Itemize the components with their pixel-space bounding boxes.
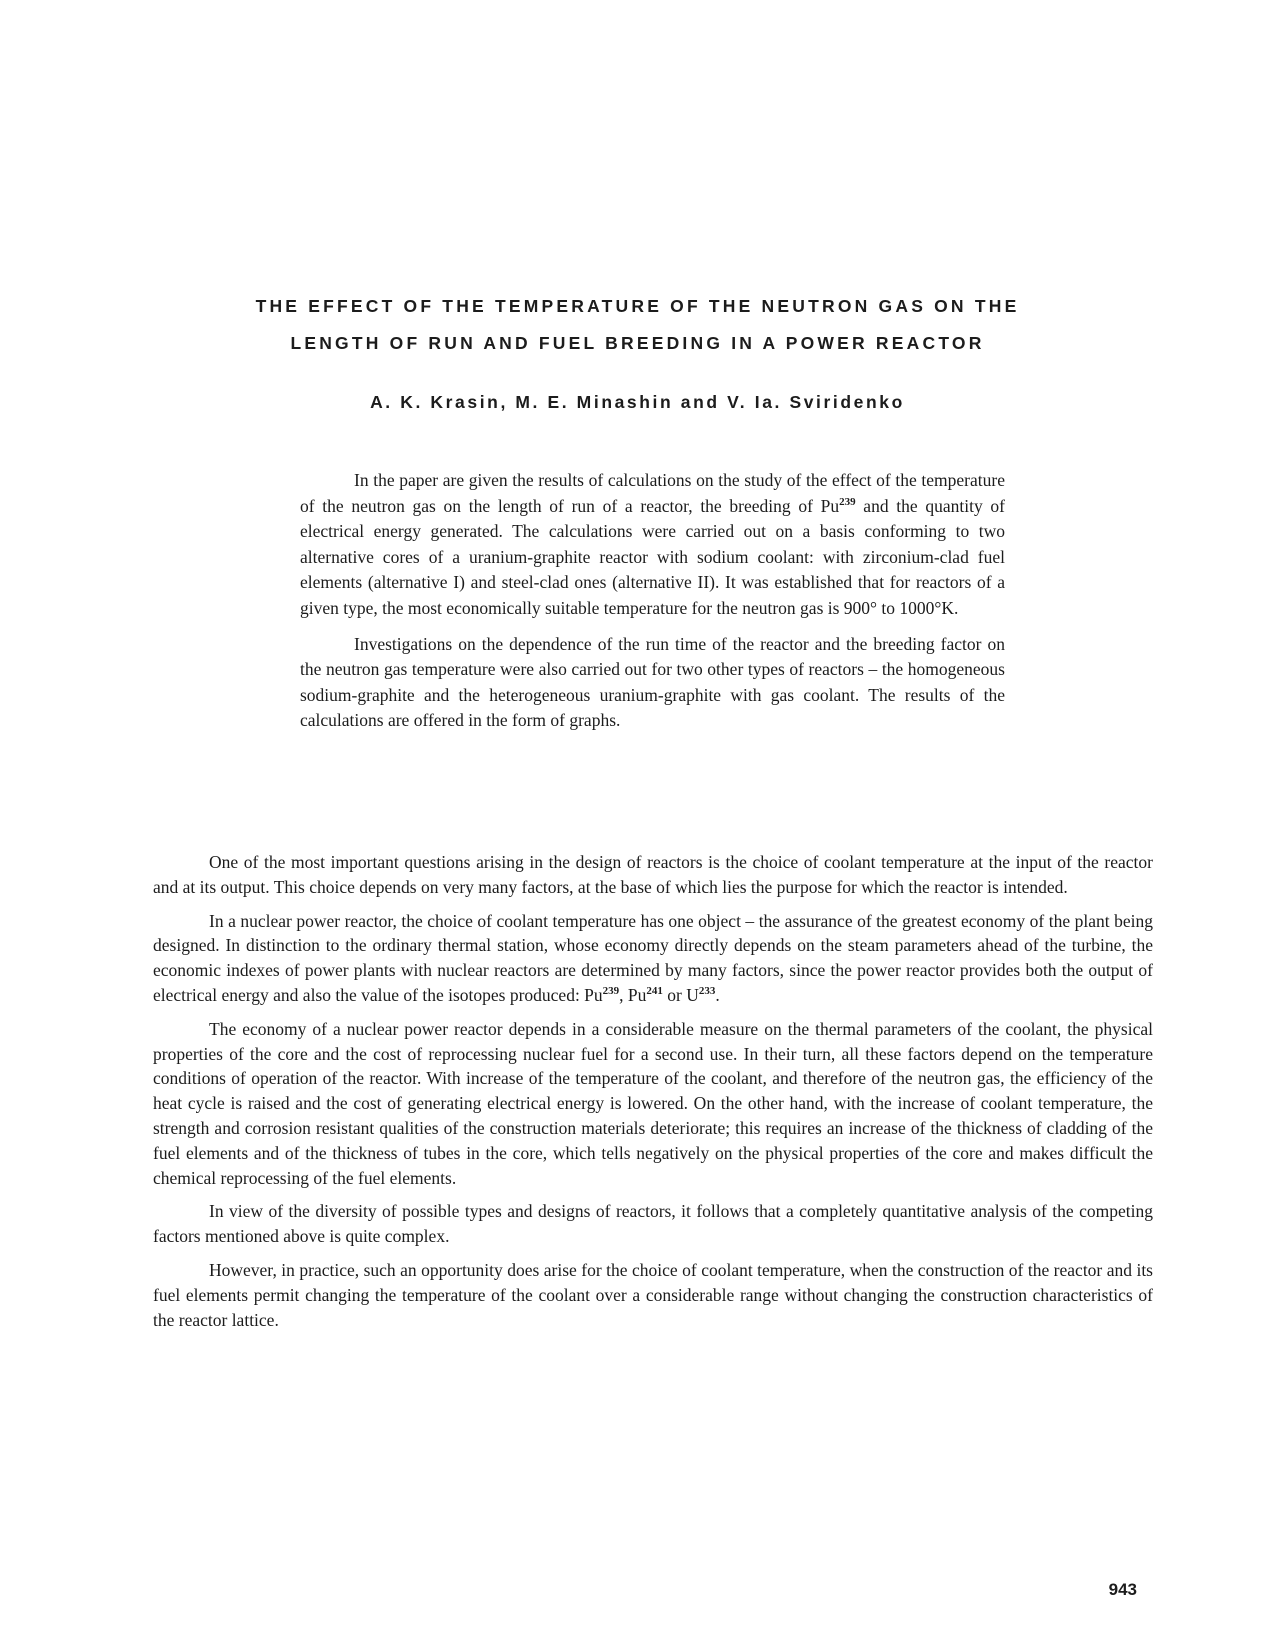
isotope-superscript: 239 <box>602 985 620 998</box>
abstract-text: and the quantity of electrical energy generated. The calculations were carried out on a basis conforming to two alternative cores of a uranium-graphite reactor with sodium coolant: with zirconium-clad fuel elements (alternative I) and steel-clad ones (alternative II). It was established that for reactors of a given type, the most economically suitable temperature for the neutron gas is 900° to 1000°K. <box>300 495 1005 618</box>
paper-title <box>150 288 1125 362</box>
isotope-superscript: 239 <box>839 495 856 508</box>
body-paragraph-1: One of the most important questions arising in the design of reactors is the choice of coolant temperature at the input of the reactor and at its output. This choice depends on very many factors, at the base of which lies the purpose for which the reactor is intended. <box>153 852 1153 897</box>
body-text-run: , Pu <box>619 984 647 1005</box>
body-text <box>153 850 1153 1341</box>
body-paragraph-2 <box>153 909 1153 1008</box>
body-text-run: . <box>715 984 720 1005</box>
abstract-paragraph-2: Investigations on the dependence of the run time of the reactor and the breeding factor on the neutron gas temperature were also carried out for two other types of reactors – the homogeneous sodium-graphite and the heterogeneous uranium-graphite with gas coolant. The results of the calculations are offered in the form of graphs. <box>300 633 1005 731</box>
abstract-text: In the paper are given the results of calculations on the study of the effect of the temperature of the neutron gas on the length of run of a reactor, the breeding of Pu <box>300 470 1005 516</box>
body-paragraph-5: However, in practice, such an opportunity does arise for the choice of coolant temperature, when the construction of the reactor and its fuel elements permit changing the temperature of the coolant over a considerable range without changing the construction characteristics of the reactor lattice. <box>153 1259 1153 1330</box>
body-paragraph-3: The economy of a nuclear power reactor depends in a considerable measure on the thermal parameters of the coolant, the physical properties of the core and the cost of reprocessing nuclear fuel for a second use. In their turn, all these factors depend on the temperature conditions of operation of the reactor. With increase of the temperature of the coolant, and therefore of the neutron gas, the efficiency of the heat cycle is raised and the cost of generating electrical energy is lowered. On the other hand, with the increase of coolant temperature, the strength and corrosion resistant qualities of the construction materials deteriorate; this requires an increase of the thickness of cladding of the fuel elements and of the thickness of tubes in the core, which tells negatively on the physical properties of the core and makes difficult the chemical reprocessing of the fuel elements. <box>153 1018 1153 1188</box>
abstract <box>300 468 1005 744</box>
isotope-superscript: 241 <box>646 985 663 998</box>
abstract-paragraph-1 <box>300 468 1005 622</box>
author-list: A. K. Krasin, M. E. Minashin and V. Ia. Sviridenko <box>370 392 905 412</box>
body-text-run: or U <box>662 984 699 1005</box>
title-line-1: THE EFFECT OF THE TEMPERATURE OF THE NEUTRON GAS ON THE <box>255 296 1020 316</box>
page-number: 943 <box>1108 1580 1137 1599</box>
isotope-superscript: 233 <box>698 985 716 998</box>
title-line-2: LENGTH OF RUN AND FUEL BREEDING IN A POWER REACTOR <box>290 333 985 353</box>
body-paragraph-4: In view of the diversity of possible types and designs of reactors, it follows that a completely quantitative analysis of the competing factors mentioned above is quite complex. <box>153 1201 1153 1247</box>
body-text-run: In a nuclear power reactor, the choice of coolant temperature has one object – the assurance of the greatest economy of the plant being designed. In distinction to the ordinary thermal station, whose economy directly depends on the steam parameters ahead of the turbine, the economic indexes of power plants with nuclear reactors are determined by many factors, since the power reactor provides both the output of electrical energy and also the value of the isotopes produced: Pu <box>153 910 1153 1005</box>
